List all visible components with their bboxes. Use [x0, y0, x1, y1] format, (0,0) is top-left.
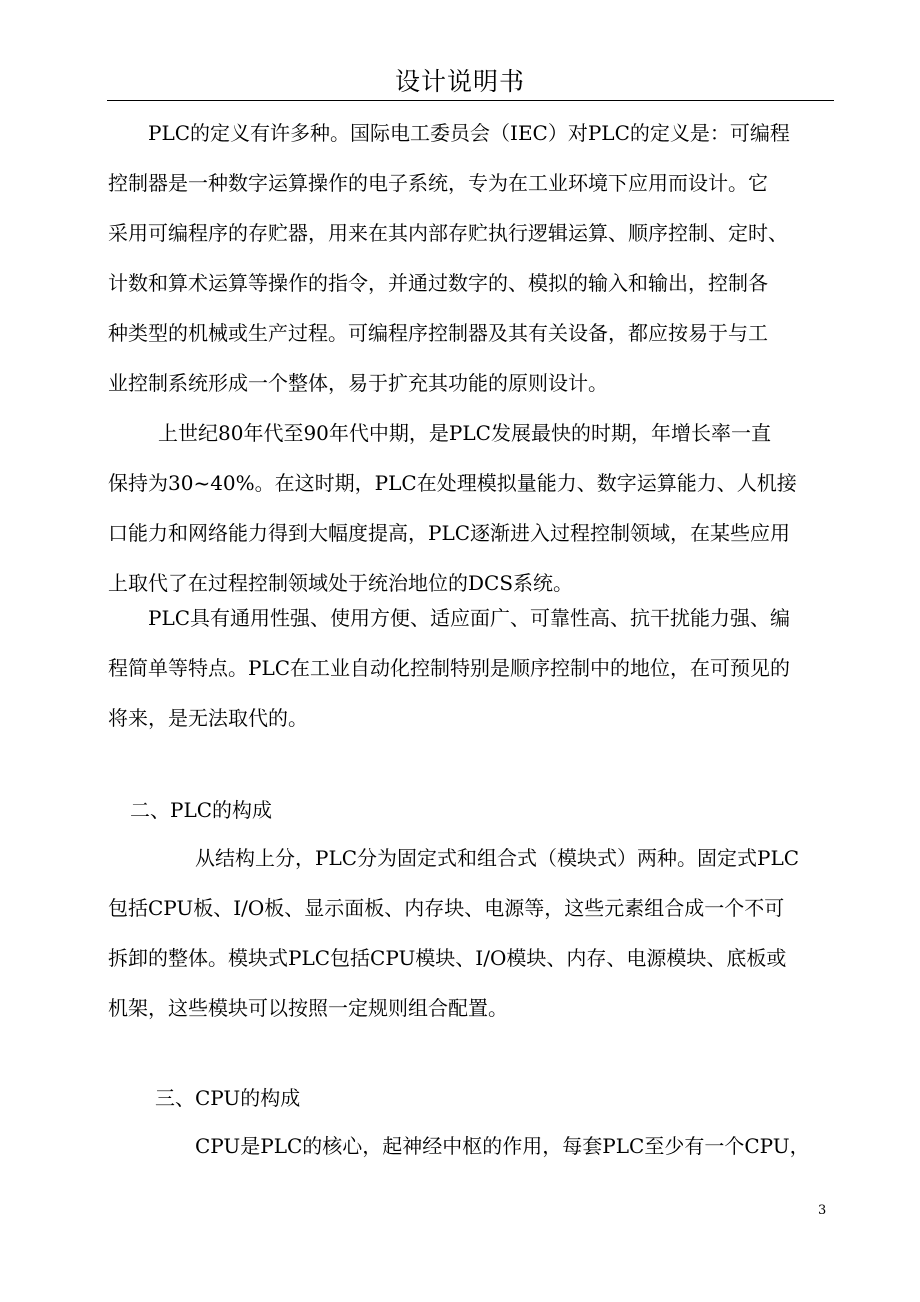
text-line: 拆卸的整体。模块式PLC包括CPU模块、I/O模块、内存、电源模块、底板或	[108, 946, 787, 970]
section-heading-plc-structure: 二、PLC的构成	[130, 798, 273, 822]
paragraph-plc-definition	[108, 108, 834, 408]
paragraph-plc-features	[108, 593, 834, 743]
text-line: PLC的定义有许多种。国际电工委员会（IEC）对PLC的定义是：可编程	[148, 121, 790, 145]
text-line: 机架，这些模块可以按照一定规则组合配置。	[108, 996, 508, 1020]
text-line: 程简单等特点。PLC在工业自动化控制特别是顺序控制中的地位，在可预见的	[108, 656, 791, 680]
text-line: 口能力和网络能力得到大幅度提高，PLC逐渐进入过程控制领域，在某些应用	[108, 521, 791, 545]
text-line: 上世纪80年代至90年代中期，是PLC发展最快的时期，年增长率一直	[158, 421, 771, 445]
paragraph-plc-structure	[108, 833, 834, 1033]
text-line: 业控制系统形成一个整体，易于扩充其功能的原则设计。	[108, 371, 608, 395]
page-number: 3	[818, 1203, 827, 1218]
text-line: 包括CPU板、I/O板、显示面板、内存块、电源等，这些元素组合成一个不可	[108, 896, 785, 920]
paragraph-cpu-structure	[108, 1121, 834, 1171]
text-line: 种类型的机械或生产过程。可编程序控制器及其有关设备，都应按易于与工	[108, 321, 768, 345]
text-line: 采用可编程序的存贮器，用来在其内部存贮执行逻辑运算、顺序控制、定时、	[108, 221, 788, 245]
text-line: 控制器是一种数字运算操作的电子系统，专为在工业环境下应用而设计。它	[108, 171, 768, 195]
text-line: 从结构上分，PLC分为固定式和组合式（模块式）两种。固定式PLC	[195, 846, 800, 870]
section-heading-cpu-structure: 三、CPU的构成	[155, 1086, 301, 1110]
text-line: 计数和算术运算等操作的指令，并通过数字的、模拟的输入和输出，控制各	[108, 271, 768, 295]
text-line: 上取代了在过程控制领域处于统治地位的DCS系统。	[108, 571, 574, 595]
text-line: PLC具有通用性强、使用方便、适应面广、可靠性高、抗干扰能力强、编	[148, 606, 791, 630]
text-line: 将来，是无法取代的。	[108, 706, 308, 730]
text-line: 保持为30~40%。在这时期，PLC在处理模拟量能力、数字运算能力、人机接	[108, 471, 797, 495]
document-header-title: 设计说明书	[394, 67, 525, 96]
paragraph-plc-history	[108, 408, 834, 608]
text-line: CPU是PLC的核心，起神经中枢的作用，每套PLC至少有一个CPU，	[195, 1134, 810, 1158]
header-divider	[107, 100, 834, 101]
